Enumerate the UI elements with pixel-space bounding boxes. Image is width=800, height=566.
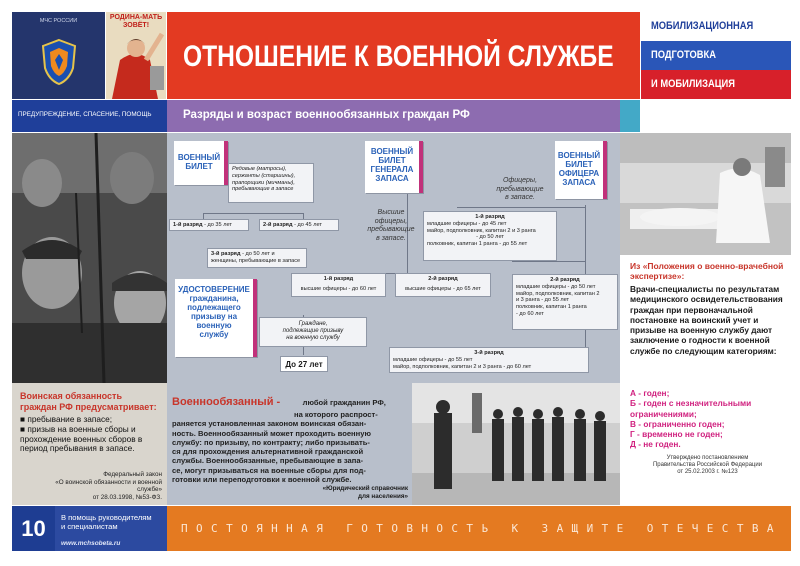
- medical-source-heading: Из «Положения о военно-врачебной экспертизе»:: [630, 261, 784, 281]
- subtitle-text: Разряды и возраст военнообязанных граждан РФ: [183, 109, 470, 121]
- category-a-letter: А: [630, 388, 636, 398]
- rank3-box: [207, 248, 307, 268]
- officer-rank3-label: 3-й разряд: [474, 350, 504, 356]
- category-g-letter: Г: [630, 429, 635, 440]
- bullet-icon: ■: [20, 424, 28, 434]
- slogan-text: ПРЕДУПРЕЖДЕНИЕ, СПАСЕНИЕ, ПОМОЩЬ: [18, 111, 152, 118]
- medical-source: [630, 455, 785, 476]
- general-rank2-label: 2-й разряд: [428, 276, 458, 282]
- general-rank2-box: [395, 273, 491, 297]
- officer-title-3: ОФИЦЕРА: [558, 169, 600, 178]
- certificate-title-5: военную: [196, 321, 232, 330]
- duty-source-line-1: Федеральный закон: [103, 471, 162, 478]
- officer-rank1-label: 1-й разряд: [475, 214, 505, 220]
- rank2-age: - до 45 лет: [292, 222, 322, 228]
- definition-block: [172, 392, 408, 500]
- rank2-label: 2-й разряд: [263, 222, 293, 228]
- certificate-title-3: подлежащего: [187, 303, 241, 312]
- duty-item-2-text: призыв на военные сборы и прохождение военных сборов в период пребывания в запасе.: [20, 424, 143, 454]
- definition-source-2: для населения»: [358, 492, 408, 500]
- rank1-label: 1-й разряд: [173, 222, 203, 228]
- age-limit-text: До 27 лет: [285, 360, 323, 369]
- page-number-box: [12, 506, 55, 551]
- officer-note-2: пребывающие: [496, 185, 544, 193]
- page-number: 10: [21, 516, 46, 541]
- definition-line-8: готовки или переподготовки к военной службе.: [172, 475, 352, 485]
- officer-note-3: в запасе.: [505, 194, 535, 201]
- definition-line-2: раняется установленная законом воинская обязан-: [172, 419, 367, 429]
- definition-line-3: ность. Военнообязанный может проходить военную: [172, 428, 371, 438]
- category-v-text: - ограниченно годен;: [636, 418, 725, 429]
- category-g-text: - временно не годен;: [634, 429, 723, 440]
- military-id-desc: [228, 163, 314, 203]
- military-id-card: [174, 141, 228, 185]
- medical-source-3: от 25.02.2003 г. №123: [677, 469, 738, 475]
- officer-note: [489, 177, 551, 203]
- medical-panel: [620, 255, 791, 505]
- category-a: [630, 388, 788, 398]
- officer-rank3-line-2: майор, подполковник, капитан 2 и 3 ранга - до 60 лет: [393, 363, 532, 370]
- military-id-desc-3: прапорщики (мичманы),: [232, 179, 295, 186]
- definition-source-1: «Юридический справочник: [322, 485, 408, 493]
- duty-source-line-4: от 28.03.1998, №53-ФЗ.: [92, 493, 162, 501]
- officer-rank2-line-4: полковник, капитан 1 ранга: [516, 304, 587, 311]
- medical-exam-photo-icon: [620, 133, 791, 255]
- general-title-2: БИЛЕТ: [378, 156, 406, 165]
- rank1-age: - до 35 лет: [202, 222, 232, 228]
- general-rank1-text: высшие офицеры - до 60 лет: [300, 285, 377, 292]
- conscripts-photo-icon: [12, 133, 167, 383]
- duty-source: [20, 471, 162, 501]
- officer-title-2: БИЛЕТ: [565, 160, 593, 169]
- general-note-2: офицеры,: [374, 217, 408, 225]
- duty-panel: [12, 383, 167, 505]
- officer-note-1: Офицеры,: [502, 177, 538, 184]
- rank3-label: 3-й разряд: [211, 251, 241, 257]
- conscripts-photo: [12, 133, 167, 383]
- officers-photo-icon: [412, 383, 620, 505]
- page-title: ОТНОШЕНИЕ К ВОЕННОЙ СЛУЖБЕ: [183, 40, 614, 73]
- medical-text: Врачи-специалисты по результатам медицинского освидетельствования граждан при первоначальной постановке на воинский учет и призыве на военную службу дают заключение о годности к военной службе по следующим категориям:: [630, 284, 783, 356]
- duty-source-line-2: «О воинской обязанности и военной: [55, 478, 162, 486]
- help-text: [61, 513, 152, 531]
- military-id-desc-1: Рядовые (матросы),: [232, 166, 287, 172]
- certificate-note-3: на военную службу: [286, 335, 340, 341]
- general-title-3: ГЕНЕРАЛА: [370, 165, 414, 174]
- officers-photo: [412, 383, 620, 505]
- general-title-4: ЗАПАСА: [375, 174, 409, 183]
- certificate-note-2: подлежащие призыву: [282, 328, 344, 334]
- connector-line: [457, 207, 585, 208]
- help-box: [55, 506, 167, 551]
- category-b-letter: Б: [630, 398, 636, 409]
- bullet-icon: ■: [20, 414, 28, 424]
- certificate-title-6: службу: [199, 330, 229, 339]
- officer-rank1-line-2: майор, подполковник, капитан 2 и 3 ранга: [427, 227, 536, 234]
- medical-source-1: Утверждено постановлением: [666, 455, 749, 461]
- general-rank1-label: 1-й разряд: [323, 276, 354, 282]
- officer-rank2-box: [512, 274, 618, 330]
- general-title-1: ВОЕННЫЙ: [370, 147, 414, 156]
- military-id-desc-2: сержанты (старшины),: [232, 172, 296, 179]
- duty-heading: Воинская обязанность граждан РФ предусматривает:: [20, 391, 157, 412]
- category-b: [630, 398, 788, 419]
- general-note-3: пребывающие: [367, 226, 415, 233]
- definition-line-1: на которого распрост-: [294, 410, 378, 419]
- category-d-letter: Д: [630, 439, 636, 450]
- subtitle-bar: [167, 100, 620, 132]
- connector-line: [512, 261, 585, 262]
- certificate-title-4: призыву на: [190, 312, 238, 321]
- title-bar: [167, 12, 640, 99]
- medical-categories: [630, 388, 788, 450]
- help-line-1: В помощь руководителям: [61, 513, 152, 522]
- officer-title-1: ВОЕННЫЙ: [557, 151, 601, 160]
- military-id-desc-4: пребывающие в запасе: [232, 186, 294, 193]
- rank1-box: [169, 219, 249, 231]
- certificate-note-box: [259, 317, 367, 347]
- flag-stripe-blue: [641, 41, 791, 70]
- officer-rank2-line-1: младшие офицеры - до 50 лет: [516, 283, 596, 290]
- propaganda-poster-image: [106, 12, 166, 99]
- footer-slogan-bar: [167, 506, 791, 551]
- help-line-2: и специалистам: [61, 522, 118, 531]
- website-link[interactable]: www.mchsobeta.ru: [61, 540, 121, 547]
- poster-figure-icon: [106, 30, 166, 99]
- officer-rank1-line-3: - до 50 лет: [476, 234, 504, 241]
- certificate-title-1: УДОСТОВЕРЕНИЕ: [178, 285, 250, 294]
- category-a-text: - годен;: [636, 388, 670, 398]
- rank3-women: женщины, пребывающие в запасе: [211, 257, 301, 264]
- officer-rank2-label: 2-й разряд: [550, 277, 580, 283]
- age-limit-box: [280, 356, 328, 372]
- certificate-note-1: Граждане,: [298, 321, 328, 327]
- definition-title: Военнообязанный -: [172, 396, 281, 408]
- definition-line-5: ся для прохождения альтернативной гражданской: [172, 447, 364, 457]
- flag-line-1: МОБИЛИЗАЦИОННАЯ: [651, 20, 754, 32]
- military-id-title-2: БИЛЕТ: [185, 162, 213, 171]
- connector-line: [203, 213, 303, 214]
- general-rank1-box: [291, 273, 386, 297]
- flag-line-2: ПОДГОТОВКА: [651, 49, 716, 61]
- definition-line-4: службу: по призыву, по контракту; либо призывать-: [172, 437, 370, 447]
- duty-item-1-text: пребывание в запасе;: [27, 414, 113, 424]
- category-v: [630, 419, 788, 429]
- duty-item-2: [20, 425, 162, 454]
- certificate-title-2: гражданина,: [189, 294, 239, 303]
- rank2-box: [259, 219, 339, 231]
- rank3-age: - до 50 лет и: [240, 251, 275, 257]
- officer-id-card: [555, 141, 607, 199]
- general-note-1: Высшие: [377, 209, 405, 216]
- officer-rank3-line-1: младшие офицеры - до 55 лет: [393, 356, 473, 363]
- medical-exam-photo: [620, 133, 791, 255]
- category-d-text: - не годен.: [635, 439, 681, 450]
- definition-source: [172, 485, 408, 500]
- general-rank2-text: высшие офицеры - до 65 лет: [405, 285, 481, 292]
- diagram-area: [167, 133, 620, 383]
- duty-source-line-3: службе»: [137, 486, 162, 493]
- flag-stripe-red: [641, 70, 791, 99]
- general-note-4: в запасе.: [376, 234, 406, 242]
- medical-source-2: Правительства Российской Федерации: [652, 462, 763, 468]
- footer-slogan: ПОСТОЯННАЯ ГОТОВНОСТЬ К ЗАЩИТЕ ОТЕЧЕСТВА: [181, 522, 782, 535]
- officer-title-4: ЗАПАСА: [562, 178, 596, 187]
- conscript-certificate-card: [175, 279, 257, 357]
- slogan-bar: [12, 100, 167, 132]
- mchs-emblem-icon: [40, 38, 78, 86]
- category-b-text: - годен с незначительными ограничениями;: [630, 398, 752, 419]
- category-g: [630, 429, 788, 439]
- officer-rank1-box: [423, 211, 557, 261]
- officer-rank1-line-4: полковник, капитан 1 ранга - до 55 лет: [427, 241, 528, 248]
- poster-caption: РОДИНА-МАТЬ ЗОВЁТ!: [109, 14, 163, 29]
- flag-stripe-white: [641, 12, 791, 41]
- definition-line-6: службы. Военнообязанные, пребывающие в запа-: [172, 456, 364, 466]
- category-d: [630, 439, 788, 449]
- military-id-title-1: ВОЕННЫЙ: [177, 153, 221, 162]
- general-note: [359, 209, 423, 243]
- mchs-emblem-panel: [12, 12, 105, 99]
- general-id-card: [365, 141, 423, 193]
- officer-rank2-line-3: и 3 ранга - до 55 лет: [516, 297, 570, 304]
- officer-rank2-line-5: - до 60 лет: [516, 310, 544, 317]
- officer-rank3-box: [389, 347, 589, 373]
- officer-rank2-line-2: майор, подполковник, капитан 2: [516, 290, 600, 297]
- org-label: МЧС РОССИИ: [39, 18, 78, 24]
- category-v-letter: В: [630, 418, 636, 429]
- definition-line-7: се, могут призываться на военные сборы для под-: [172, 465, 366, 475]
- flag-line-3: И МОБИЛИЗАЦИЯ: [651, 78, 735, 90]
- definition-first-line: любой гражданин РФ,: [302, 398, 386, 407]
- accent-strip: [620, 100, 640, 132]
- officer-rank1-line-1: младшие офицеры - до 45 лет: [427, 220, 507, 227]
